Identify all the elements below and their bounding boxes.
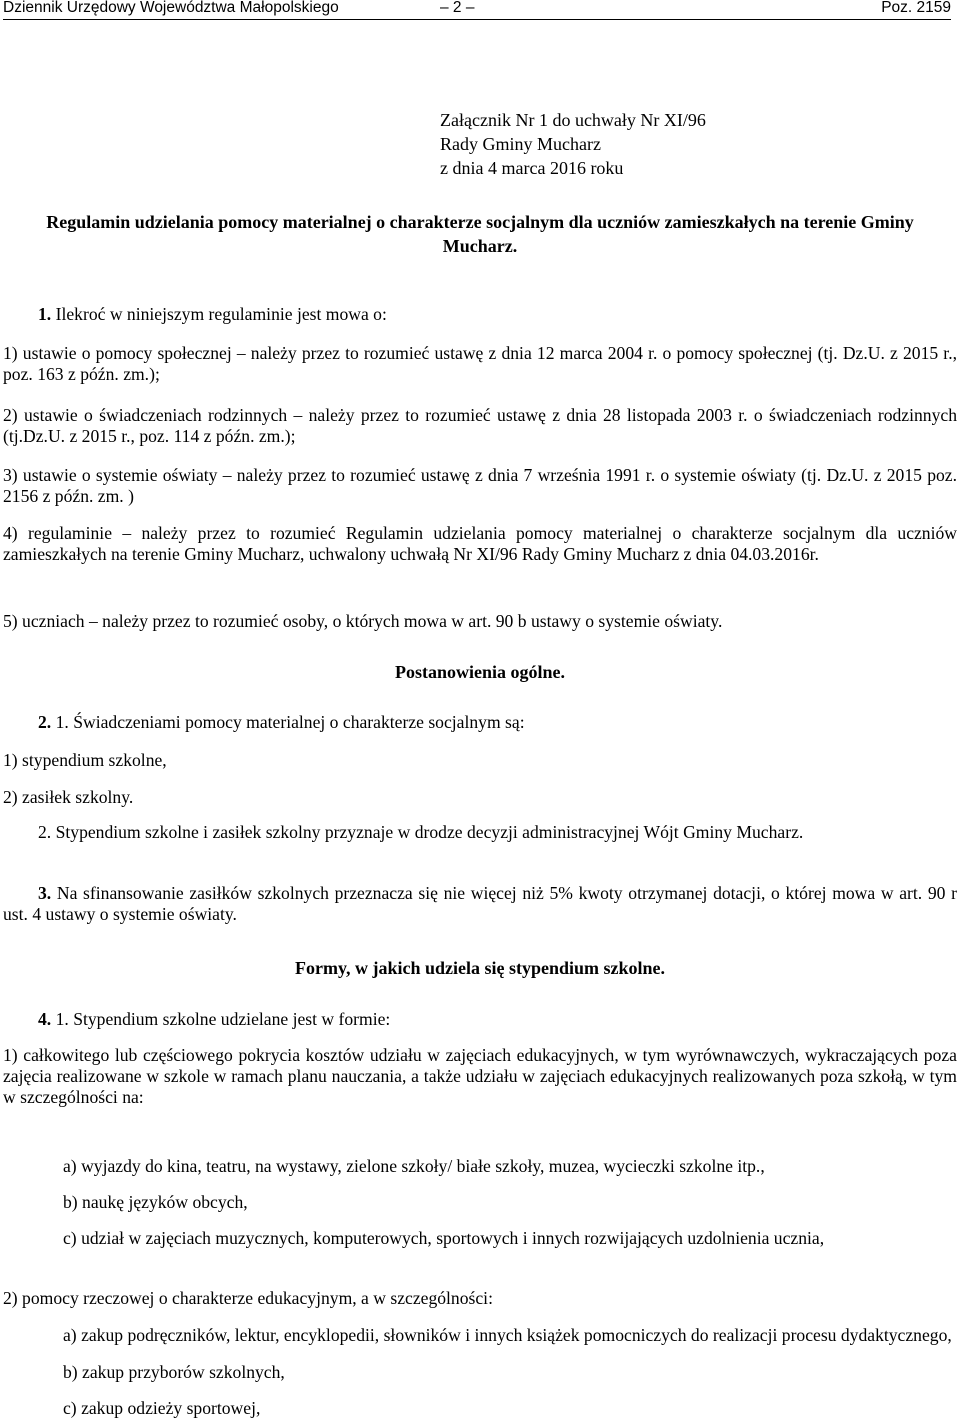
definition-item: 5) uczniach – należy przez to rozumieć osoby, o których mowa w art. 90 b ustawy o systemie oświaty. (3, 611, 723, 631)
sub-item: b) naukę języków obcych, (63, 1192, 248, 1212)
paragraph-2-intro (38, 712, 938, 733)
journal-name: Dziennik Urzędowy Województwa Małopolskiego (3, 0, 339, 16)
paragraph-text: Ilekroć w niniejszym regulaminie jest mowa o: (55, 304, 387, 324)
header-rule (3, 19, 951, 20)
paragraph-text: Na sfinansowanie zasiłków szkolnych przeznacza się nie więcej niż 5% kwoty otrzymanej dotacji, o której mowa w art. 90 r ust. 4 ustawy o systemie oświaty. (3, 883, 957, 925)
paragraph-4-intro (38, 1009, 938, 1030)
list-item: 1) stypendium szkolne, (3, 750, 167, 770)
definition-item: 1) ustawie o pomocy społecznej – należy przez to rozumieć ustawę z dnia 12 marca 2004 r. o pomocy społecznej (tj. Dz.U. z 2015 r., poz. 163 z późn. zm.); (3, 343, 957, 385)
page-number: – 2 – (440, 0, 475, 16)
document-title: Regulamin udzielania pomocy materialnej o charakterze socjalnym dla uczniów zamieszkałych na terenie Gminy Mucharz. (46, 212, 914, 256)
list-item: 2) pomocy rzeczowej o charakterze edukacyjnym, a w szczególności: (3, 1288, 493, 1308)
paragraph-text: 1. Świadczeniami pomocy materialnej o charakterze socjalnym są: (55, 712, 525, 732)
definition-item: 4) regulaminie – należy przez to rozumieć Regulamin udzielania pomocy materialnej o charakterze socjalnym dla uczniów zamieszkałych na terenie Gminy Mucharz, uchwalony uchwałą Nr XI/96 Rady Gminy Mucharz z dnia 04.03.2016r. (3, 523, 957, 565)
list-item: 1) całkowitego lub częściowego pokrycia kosztów udziału w zajęciach edukacyjnych, w tym wyrównawczych, wykraczających poza zajęcia realizowane w szkole w ramach planu nauczania, a także udziału w zajęciach edukacyjnych realizowanych poza szkołą, w tym w szczególności na: (3, 1045, 957, 1108)
paragraph-1-intro (38, 304, 938, 325)
paragraph-number: 3. (38, 883, 52, 903)
annex-line: Załącznik Nr 1 do uchwały Nr XI/96 (440, 110, 706, 130)
sub-item: a) wyjazdy do kina, teatru, na wystawy, zielone szkoły/ białe szkoły, muzea, wycieczki szkolne itp., (63, 1156, 765, 1176)
paragraph-number: 2. (38, 712, 52, 732)
sub-item: a) zakup podręczników, lektur, encyklopedii, słowników i innych książek pomocniczych do realizacji procesu dydaktycznego, (63, 1325, 952, 1345)
sub-item: c) udział w zajęciach muzycznych, komputerowych, sportowych i innych rozwijających uzdolnienia ucznia, (63, 1228, 825, 1248)
section-heading: Formy, w jakich udziela się stypendium szkolne. (294, 958, 666, 978)
definition-item: 2) ustawie o świadczeniach rodzinnych – należy przez to rozumieć ustawę z dnia 28 listopada 2003 r. o świadczeniach rodzinnych (tj.Dz.U. z 2015 r., poz. 114 z późn. zm.); (3, 405, 957, 447)
paragraph-number: 4. (38, 1009, 52, 1029)
paragraph-number: 1. (38, 304, 52, 324)
position-number: Poz. 2159 (881, 0, 951, 16)
paragraph-text: 1. Stypendium szkolne udzielane jest w formie: (55, 1009, 391, 1029)
annex-line: z dnia 4 marca 2016 roku (440, 158, 624, 178)
paragraph-text: 2. Stypendium szkolne i zasiłek szkolny przyznaje w drodze decyzji administracyjnej Wójt Gminy Mucharz. (38, 822, 804, 842)
list-item: 2) zasiłek szkolny. (3, 787, 134, 807)
sub-item: c) zakup odzieży sportowej, (63, 1398, 261, 1418)
page-header (3, 0, 951, 20)
annex-note (440, 108, 706, 180)
sub-item: b) zakup przyborów szkolnych, (63, 1362, 285, 1382)
annex-line: Rady Gminy Mucharz (440, 134, 601, 154)
paragraph-3 (3, 883, 957, 925)
section-heading: Postanowienia ogólne. (394, 662, 565, 682)
definition-item: 3) ustawie o systemie oświaty – należy przez to rozumieć ustawę z dnia 7 września 1991 r. o systemie oświaty (tj. Dz.U. z 2015 poz. 2156 z późn. zm. ) (3, 465, 957, 507)
